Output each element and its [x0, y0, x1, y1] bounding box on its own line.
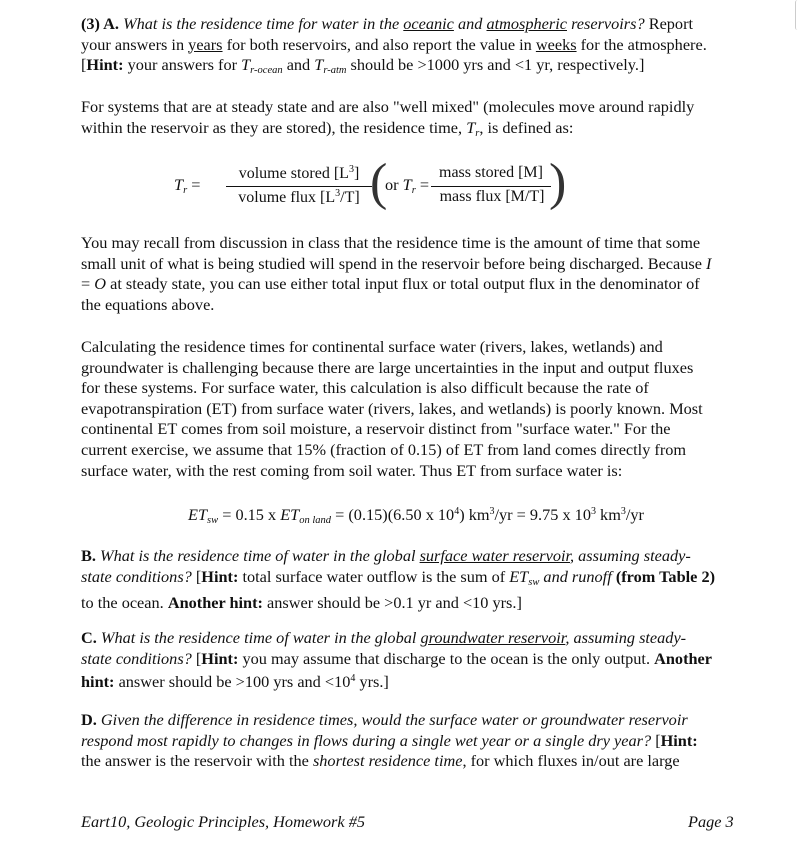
- recall-paragraph: You may recall from discussion in class that the residence time is the amount of time that some small unit of what is being studied will spend in the reservoir before being discharged. Because I = O at steady state, you can use either total input flux or total output flux in the denominator of the equations above.: [81, 233, 712, 314]
- formula-denominator-volume: volume flux $[L^3/T]$: [238, 188, 360, 206]
- part-a-number: (3) A.: [81, 14, 119, 33]
- et-surface-water-equation: $ET_{sw} = 0.15$ x $ET_{on land} = (0.15)(6.50$ x $10^4$) $km^3/yr = 9.75$ x $10^3$ $km^3/yr$: [188, 505, 644, 526]
- formula-denominator-mass: mass flux [M/T]: [439, 188, 545, 205]
- hint-label: Hint:: [86, 55, 124, 75]
- formula-numerator-mass: mass stored [M]: [439, 164, 543, 181]
- footer-course-title: Eart10, Geologic Principles, Homework #5: [81, 812, 365, 831]
- right-paren: ): [549, 154, 567, 211]
- calculation-paragraph: Calculating the residence times for continental surface water (rivers, lakes, wetlands) and groundwater is challenging because there are large uncertainties in the input and output fluxes for these systems. For surface water, this calculation is also difficult because the rate of evapotranspiration (ET) from surface water (rivers, lakes, and wetlands) is poorly known. Most continental ET comes from soil moisture, a reservoir distinct from "surface water." For the current exercise, we assume that 15% (fraction of 0.15) of ET from land comes directly from surface water, with the rest coming from soil water. Thus ET from surface water is:: [81, 337, 703, 480]
- part-c-question: C. What is the residence time of water in the global groundwater reservoir, assuming steady- state conditions? [Hint: you may assume that discharge to the ocean is the only output. Another hint: answer should be >100 yrs and $<10^4$ yrs.]: [81, 628, 712, 692]
- formula-numerator-volume: volume stored $[L^3]$: [238, 164, 360, 182]
- part-b-label: B.: [81, 546, 96, 565]
- part-b-question: B. What is the residence time of water in the global surface water reservoir, assuming steady- state conditions? [Hint: total surface water outflow is the sum of $ET_{sw}$ and runoff (from Table 2) to the ocean. Another hint: answer should be >0.1 yr and <10 yrs.]: [81, 546, 716, 613]
- footer-page-number: Page 3: [688, 812, 734, 831]
- document-page: (3) A. What is the residence time for water in the oceanic and atmospheric reservoirs? Report your answers in years for both reservoirs, and also report the value in weeks for the atmosphere. [Hint: your answers for $T_{r-ocean}$ and $T_{r-atm}$ should be >1000 yrs and <1 yr, respectively.] For systems that are at steady state and are also "well mixed" (molecules move around rapidly within the reservoir as they are stored), the residence time, $T_r$, is defined as: $T_r$ = volume stored $[L^3]$ volume flux $[L^3/T]$ ( or $T_r$ = mass stored [M] mass flux [M/T] ) You may recall from discussion in class that the residence time is the amount of time that some small unit of what is being studied will spend in the reservoir before being discharged. Because I = O at steady state, you can use either total input flux or total output flux in the denominator of the equations above. Calculating the residence times for continental surface water (rivers, lakes, wetlands) and groundwater is challenging because there are large uncertainties in the input and output fluxes for these systems. For surface water, this calculation is also difficult because the rate of evapotranspiration (ET) from surface water (rivers, lakes, and wetlands) is poorly known. Most continental ET comes from soil moisture, a reservoir distinct from "surface water." For the current exercise, we assume that 15% (fraction of 0.15) of ET from land comes directly from surface water, with the rest coming from soil water. Thus ET from surface water is: $ET_{sw} = 0.15$ x $ET_{on land} = (0.15)(6.50$ x $10^4$) $km^3/yr = 9.75$ x $10^3$ $km^3/yr$ B. What is the residence time of water in the global surface water reservoir, assuming steady- state conditions? [Hint: total surface water outflow is the sum of $ET_{sw}$ and runoff (from Table 2) to the ocean. Another hint: answer should be >0.1 yr and <10 yrs.] C. What is the residence time of water in the global groundwater reservoir, assuming steady- state conditions? [Hint: you may assume that discharge to the ocean is the only output. Another hint: answer should be >100 yrs and $<10^4$ yrs.] D. Given the difference in residence times, would the surface water or groundwater reservoir respond most rapidly to changes in flows during a single wet year or a single dry year? [Hint: the answer is the reservoir with the shortest residence time, for which fluxes in/out are large Eart10, Geologic Principles, Homework #5 Page 3: [0, 0, 800, 852]
- part-d-label: D.: [81, 710, 97, 729]
- left-paren: (: [370, 154, 388, 211]
- steady-state-paragraph: For systems that are at steady state and are also "well mixed" (molecules move around rapidly within the reservoir as they are stored), the residence time, $T_r$, is defined as:: [81, 97, 695, 139]
- fraction-bar: [226, 186, 372, 187]
- fraction-bar: [431, 186, 551, 187]
- part-a-question: (3) A. What is the residence time for water in the oceanic and atmospheric reservoirs? Report your answers in years for both reservoirs, and also report the value in weeks for the atmosphere. [Hint: your answers for $T_{r-ocean}$ and $T_{r-atm}$ should be >1000 yrs and <1 yr, respectively.]: [81, 14, 707, 77]
- scrollbar-edge[interactable]: [795, 0, 800, 30]
- part-d-question: D. Given the difference in residence times, would the surface water or groundwater reservoir respond most rapidly to changes in flows during a single wet year or a single dry year? [Hint: the answer is the reservoir with the shortest residence time, for which fluxes in/out are large: [81, 710, 698, 771]
- part-c-label: C.: [81, 628, 97, 647]
